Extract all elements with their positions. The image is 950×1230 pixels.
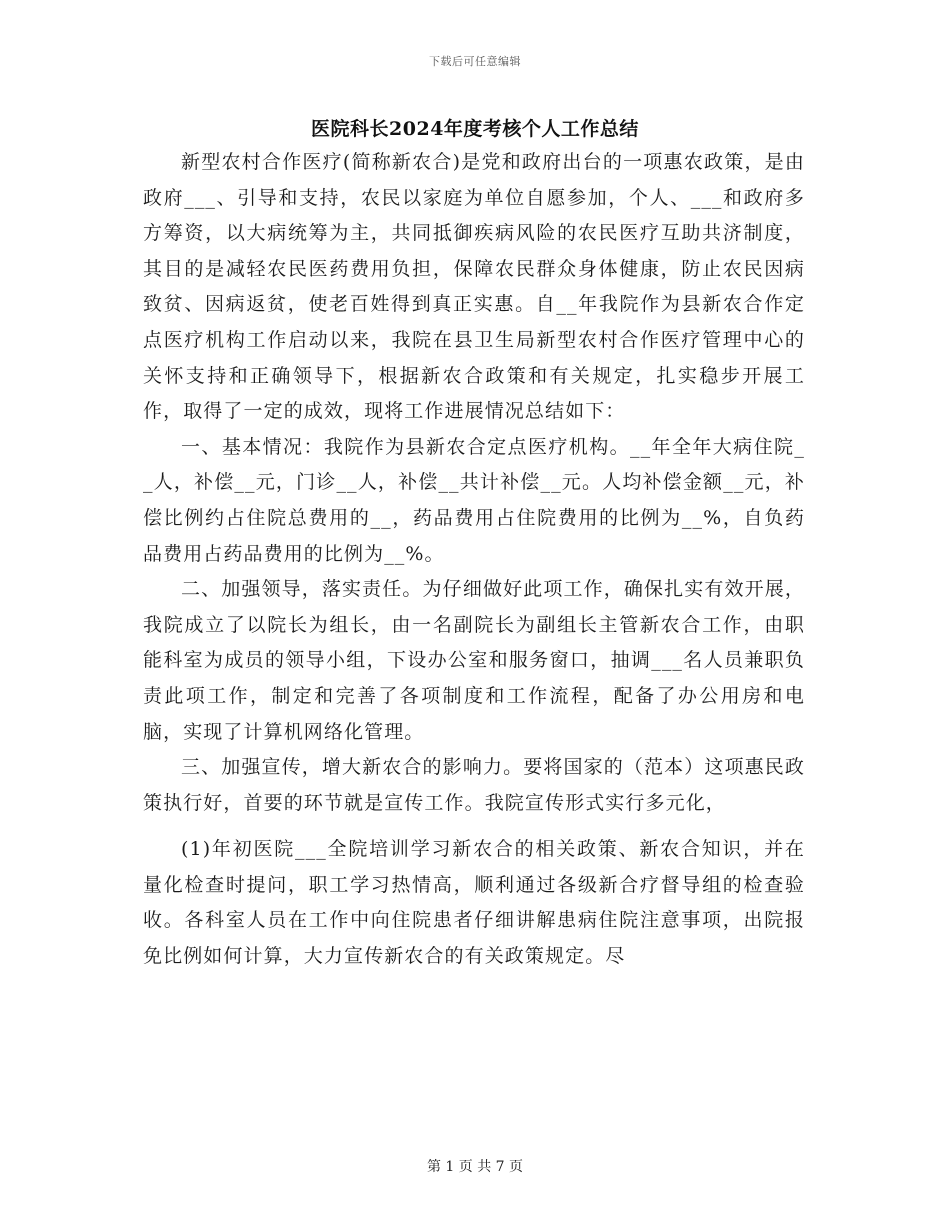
paragraph-publicity: 三、加强宣传，增大新农合的影响力。要将国家的（范本）这项惠民政策执行好，首要的环节就是宣传工作。我院宣传形式实行多元化， (143, 756, 805, 814)
document-body (143, 145, 805, 975)
paragraph-leadership: 二、加强领导，落实责任。为仔细做好此项工作，确保扎实有效开展，我院成立了以院长为组长，由一名副院长为副组长主管新农合工作，由职能科室为成员的领导小组，下设办公室和服务窗口，抽调___名人员兼职负责此项工作，制定和完善了各项制度和工作流程，配备了办公用房和电脑，实现了计算机网络化管理。 (143, 578, 805, 743)
paragraph-intro: 新型农村合作医疗(简称新农合)是党和政府出台的一项惠农政策，是由政府___、引导和支持，农民以家庭为单位自愿参加，个人、___和政府多方筹资，以大病统筹为主，共同抵御疾病风险的农民医疗互助共济制度，其目的是减轻农民医药费用负担，保障农民群众身体健康，防止农民因病致贫、因病返贫，使老百姓得到真正实惠。自__年我院作为县新农合作定点医疗机构工作启动以来，我院在县卫生局新型农村合作医疗管理中心的关怀支持和正确领导下，根据新农合政策和有关规定，扎实稳步开展工作，取得了一定的成效，现将工作进展情况总结如下： (143, 151, 805, 423)
document-title: 医院科长2024年度考核个人工作总结 (311, 118, 639, 140)
paragraph-training: (1)年初医院___全院培训学习新农合的相关政策、新农合知识，并在量化检查时提问，职工学习热情高，顺利通过各级新合疗督导组的检查验收。各科室人员在工作中向住院患者仔细讲解患病住院注意事项，出院报免比例如何计算，大力宣传新农合的有关政策规定。尽 (143, 838, 805, 968)
page-number: 第 1 页 共 7 页 (426, 1159, 524, 1175)
header-note: 下载后可任意编辑 (429, 55, 521, 68)
paragraph-basic-situation: 一、基本情况：我院作为县新农合定点医疗机构。__年全年大病住院__人，补偿__元，门诊__人，补偿__共计补偿__元。人均补偿金额__元，补偿比例约占住院总费用的__，药品费用占住院费用的比例为__%，自负药品费用占药品费用的比例为__%。 (143, 435, 805, 565)
